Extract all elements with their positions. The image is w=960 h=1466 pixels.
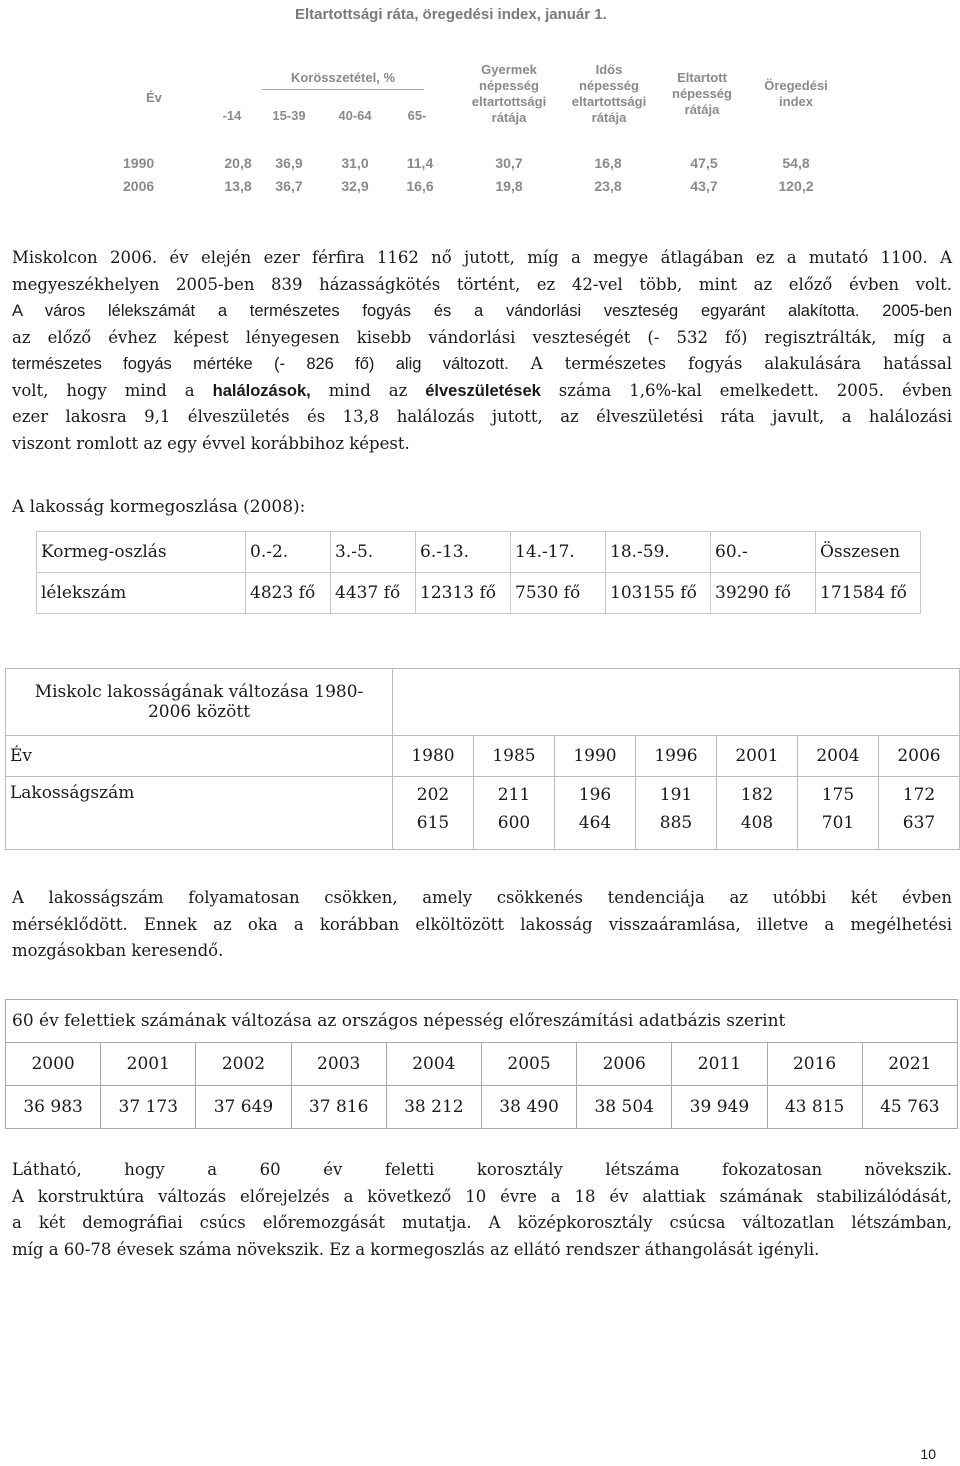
table-cell: Lakosságszám (6, 777, 393, 850)
text-line: a két demográfiai csúcs előremozgását mutatja. A középkorosztály csúcsa változatlan létszámban, (12, 1213, 952, 1232)
text-span: A természetes fogyás alakulására hatással (530, 354, 952, 373)
text-line: Látható, hogy a 60 év feletti korosztály létszáma fokozatosan növekszik. (12, 1160, 952, 1179)
korosszetetel-underline (262, 89, 424, 90)
table-row (6, 1000, 958, 1043)
table-cell: 0.-2. (246, 532, 331, 573)
table-cell: 211 600 (474, 777, 555, 850)
age-group: 65- (407, 108, 427, 123)
table-cell: 37 816 (291, 1086, 386, 1129)
figure-cell: 36,7 (275, 178, 303, 194)
table-title: 60 év felettiek számának változása az országos népesség előreszámítási adatbázis szerint (6, 1000, 958, 1043)
table-cell: 2005 (481, 1043, 576, 1086)
table-title: Miskolc lakosságának változása 1980- (34, 682, 364, 702)
table-cell: 39290 fő (711, 573, 816, 614)
figure-row-year: 1990 (123, 155, 155, 171)
table-cell: lélekszám (37, 573, 246, 614)
text-span: száma 1,6%-kal emelkedett. 2005. évben (558, 380, 952, 400)
table-cell: 1990 (555, 736, 636, 777)
figure-cell: 30,7 (495, 155, 523, 171)
table-cell: 2006 (879, 736, 960, 777)
paragraph-age-structure (12, 1157, 952, 1263)
table-cell: 171584 fő (816, 573, 921, 614)
table-cell: 202 615 (393, 777, 474, 850)
text-line: míg a 60-78 évesek száma növekszik. Ez a kormegoszlás az ellátó rendszer áthangolását igényli. (12, 1239, 820, 1259)
table-cell: 2000 (6, 1043, 101, 1086)
age-group: 15-39 (272, 108, 306, 123)
text-line (12, 378, 952, 405)
table-row (37, 532, 921, 573)
table-cell: 43 815 (767, 1086, 862, 1129)
figure-cell: 11,4 (406, 155, 434, 171)
table-cell: Év (6, 736, 393, 777)
age-group: -14 (222, 108, 242, 123)
age-distribution-table (36, 531, 921, 614)
col-gyermek: Gyermek népesség eltartottsági rátája (471, 62, 547, 125)
text-line: ezer lakosra 9,1 élveszületés és 13,8 halálozás jutott, az élveszületési ráta javult, a halálozási (12, 407, 952, 426)
table-cell (393, 669, 960, 736)
table-cell: 37 649 (196, 1086, 291, 1129)
bold-term-elveszuletesek: élveszületések (425, 381, 541, 400)
table-cell: 2002 (196, 1043, 291, 1086)
table-row (37, 573, 921, 614)
table-row (6, 1043, 958, 1086)
bold-term-halalozasok: halálozások, (212, 381, 311, 400)
table-cell: 172 637 (879, 777, 960, 850)
page-number: 10 (920, 1446, 936, 1462)
figure-cell: 43,7 (690, 178, 718, 194)
col-eltartott: Eltartott népesség rátája (672, 70, 732, 117)
table-cell: 2011 (672, 1043, 767, 1086)
table-cell: 12313 fő (416, 573, 511, 614)
table-cell: 37 173 (101, 1086, 196, 1129)
table-cell: 14.-17. (511, 532, 606, 573)
text-line: mozgásokban keresendő. (12, 941, 224, 960)
col-ev: Év (146, 90, 162, 105)
text-line: A lakosságszám folyamatosan csökken, amely csökkenés tendenciája az utóbbi két évben (12, 888, 952, 907)
age-table-caption: A lakosság kormegoszlása (2008): (12, 497, 306, 517)
table-cell: 60.- (711, 532, 816, 573)
figure-cell: 120,2 (778, 178, 814, 194)
col-oregedesi: Öregedési index (764, 78, 828, 109)
table-cell: 191 885 (636, 777, 717, 850)
figure-cell: 20,8 (224, 155, 252, 171)
table-cell: Összesen (816, 532, 921, 573)
table-cell: 103155 fő (606, 573, 711, 614)
figure-cell: 47,5 (690, 155, 718, 171)
col-idos: Idős népesség eltartottsági rátája (571, 62, 647, 125)
table-cell: 38 490 (481, 1086, 576, 1129)
text-line: mérséklődött. Ennek az oka a korábban elköltözött lakosság visszaáramlása, illetve a megélhetési (12, 914, 952, 934)
table-row (6, 669, 960, 736)
col-korosszetetel: Korösszetétel, % (290, 70, 396, 85)
table-row (6, 736, 960, 777)
text-line (12, 351, 952, 378)
table-cell: 7530 fő (511, 573, 606, 614)
table-cell: 2004 (798, 736, 879, 777)
text-line: Miskolcon 2006. év elején ezer férfira 1162 nő jutott, míg a megye átlagában ez a mutató 1100. A (12, 248, 952, 267)
table-row (6, 777, 960, 850)
figure-title: Eltartottsági ráta, öregedési index, január 1. (295, 6, 607, 23)
table-cell: 196 464 (555, 777, 636, 850)
table-title-cell (6, 669, 393, 736)
table-cell: Kormeg-oszlás (37, 532, 246, 573)
table-cell: 38 212 (386, 1086, 481, 1129)
text-line: megyeszékhelyen 2005-ben 839 házasságkötés történt, ez 42-vel több, mint az előző évben volt. (12, 274, 952, 294)
figure-cell: 13,8 (224, 178, 252, 194)
paragraph-migration (12, 245, 952, 457)
table-cell: 2001 (101, 1043, 196, 1086)
population-change-table (5, 668, 960, 850)
text-line: A város lélekszámát a természetes fogyás és a vándorlási veszteség egyaránt alakította. 2005-ben (12, 302, 952, 320)
table-cell: 3.-5. (331, 532, 416, 573)
table-cell: 2003 (291, 1043, 386, 1086)
table-cell: 2016 (767, 1043, 862, 1086)
text-line: viszont romlott az egy évvel korábbihoz képest. (12, 433, 410, 453)
text-line: A korstruktúra változás előrejelzés a következő 10 évre a 18 év alattiak számának stabilizálódását, (12, 1186, 952, 1206)
table-cell: 4823 fő (246, 573, 331, 614)
table-cell: 38 504 (577, 1086, 672, 1129)
figure-cell: 31,0 (341, 155, 369, 171)
age-group: 40-64 (338, 108, 372, 123)
table-cell: 175 701 (798, 777, 879, 850)
table-cell: 2001 (717, 736, 798, 777)
dependency-ratio-figure (0, 0, 960, 215)
table-cell: 182 408 (717, 777, 798, 850)
table-cell: 6.-13. (416, 532, 511, 573)
table-cell: 4437 fő (331, 573, 416, 614)
figure-cell: 19,8 (495, 178, 523, 194)
figure-cell: 16,8 (594, 155, 622, 171)
table-title: 2006 között (147, 702, 251, 722)
table-cell: 1985 (474, 736, 555, 777)
figure-cell: 32,9 (341, 178, 369, 194)
paragraph-population-trend (12, 885, 952, 965)
table-cell: 36 983 (6, 1086, 101, 1129)
text-span: természetes fogyás mértéke (- 826 fő) alig változott. (12, 355, 509, 373)
table-cell: 18.-59. (606, 532, 711, 573)
text-span: mind az (328, 380, 408, 400)
table-cell: 45 763 (862, 1086, 957, 1129)
table-cell: 1980 (393, 736, 474, 777)
table-row (6, 1086, 958, 1129)
table-cell: 1996 (636, 736, 717, 777)
figure-cell: 16,6 (406, 178, 434, 194)
table-cell: 39 949 (672, 1086, 767, 1129)
table-cell: 2004 (386, 1043, 481, 1086)
over-sixty-table (5, 999, 958, 1129)
figure-cell: 36,9 (275, 155, 303, 171)
table-cell: 2021 (862, 1043, 957, 1086)
figure-cell: 23,8 (594, 178, 622, 194)
figure-row-year: 2006 (123, 178, 155, 194)
figure-cell: 54,8 (782, 155, 810, 171)
table-cell: 2006 (577, 1043, 672, 1086)
text-span: volt, hogy mind a (12, 380, 195, 400)
text-line: az előző évhez képest lényegesen kisebb vándorlási veszteségét (- 532 fő) regisztrálták, míg a (12, 327, 952, 347)
